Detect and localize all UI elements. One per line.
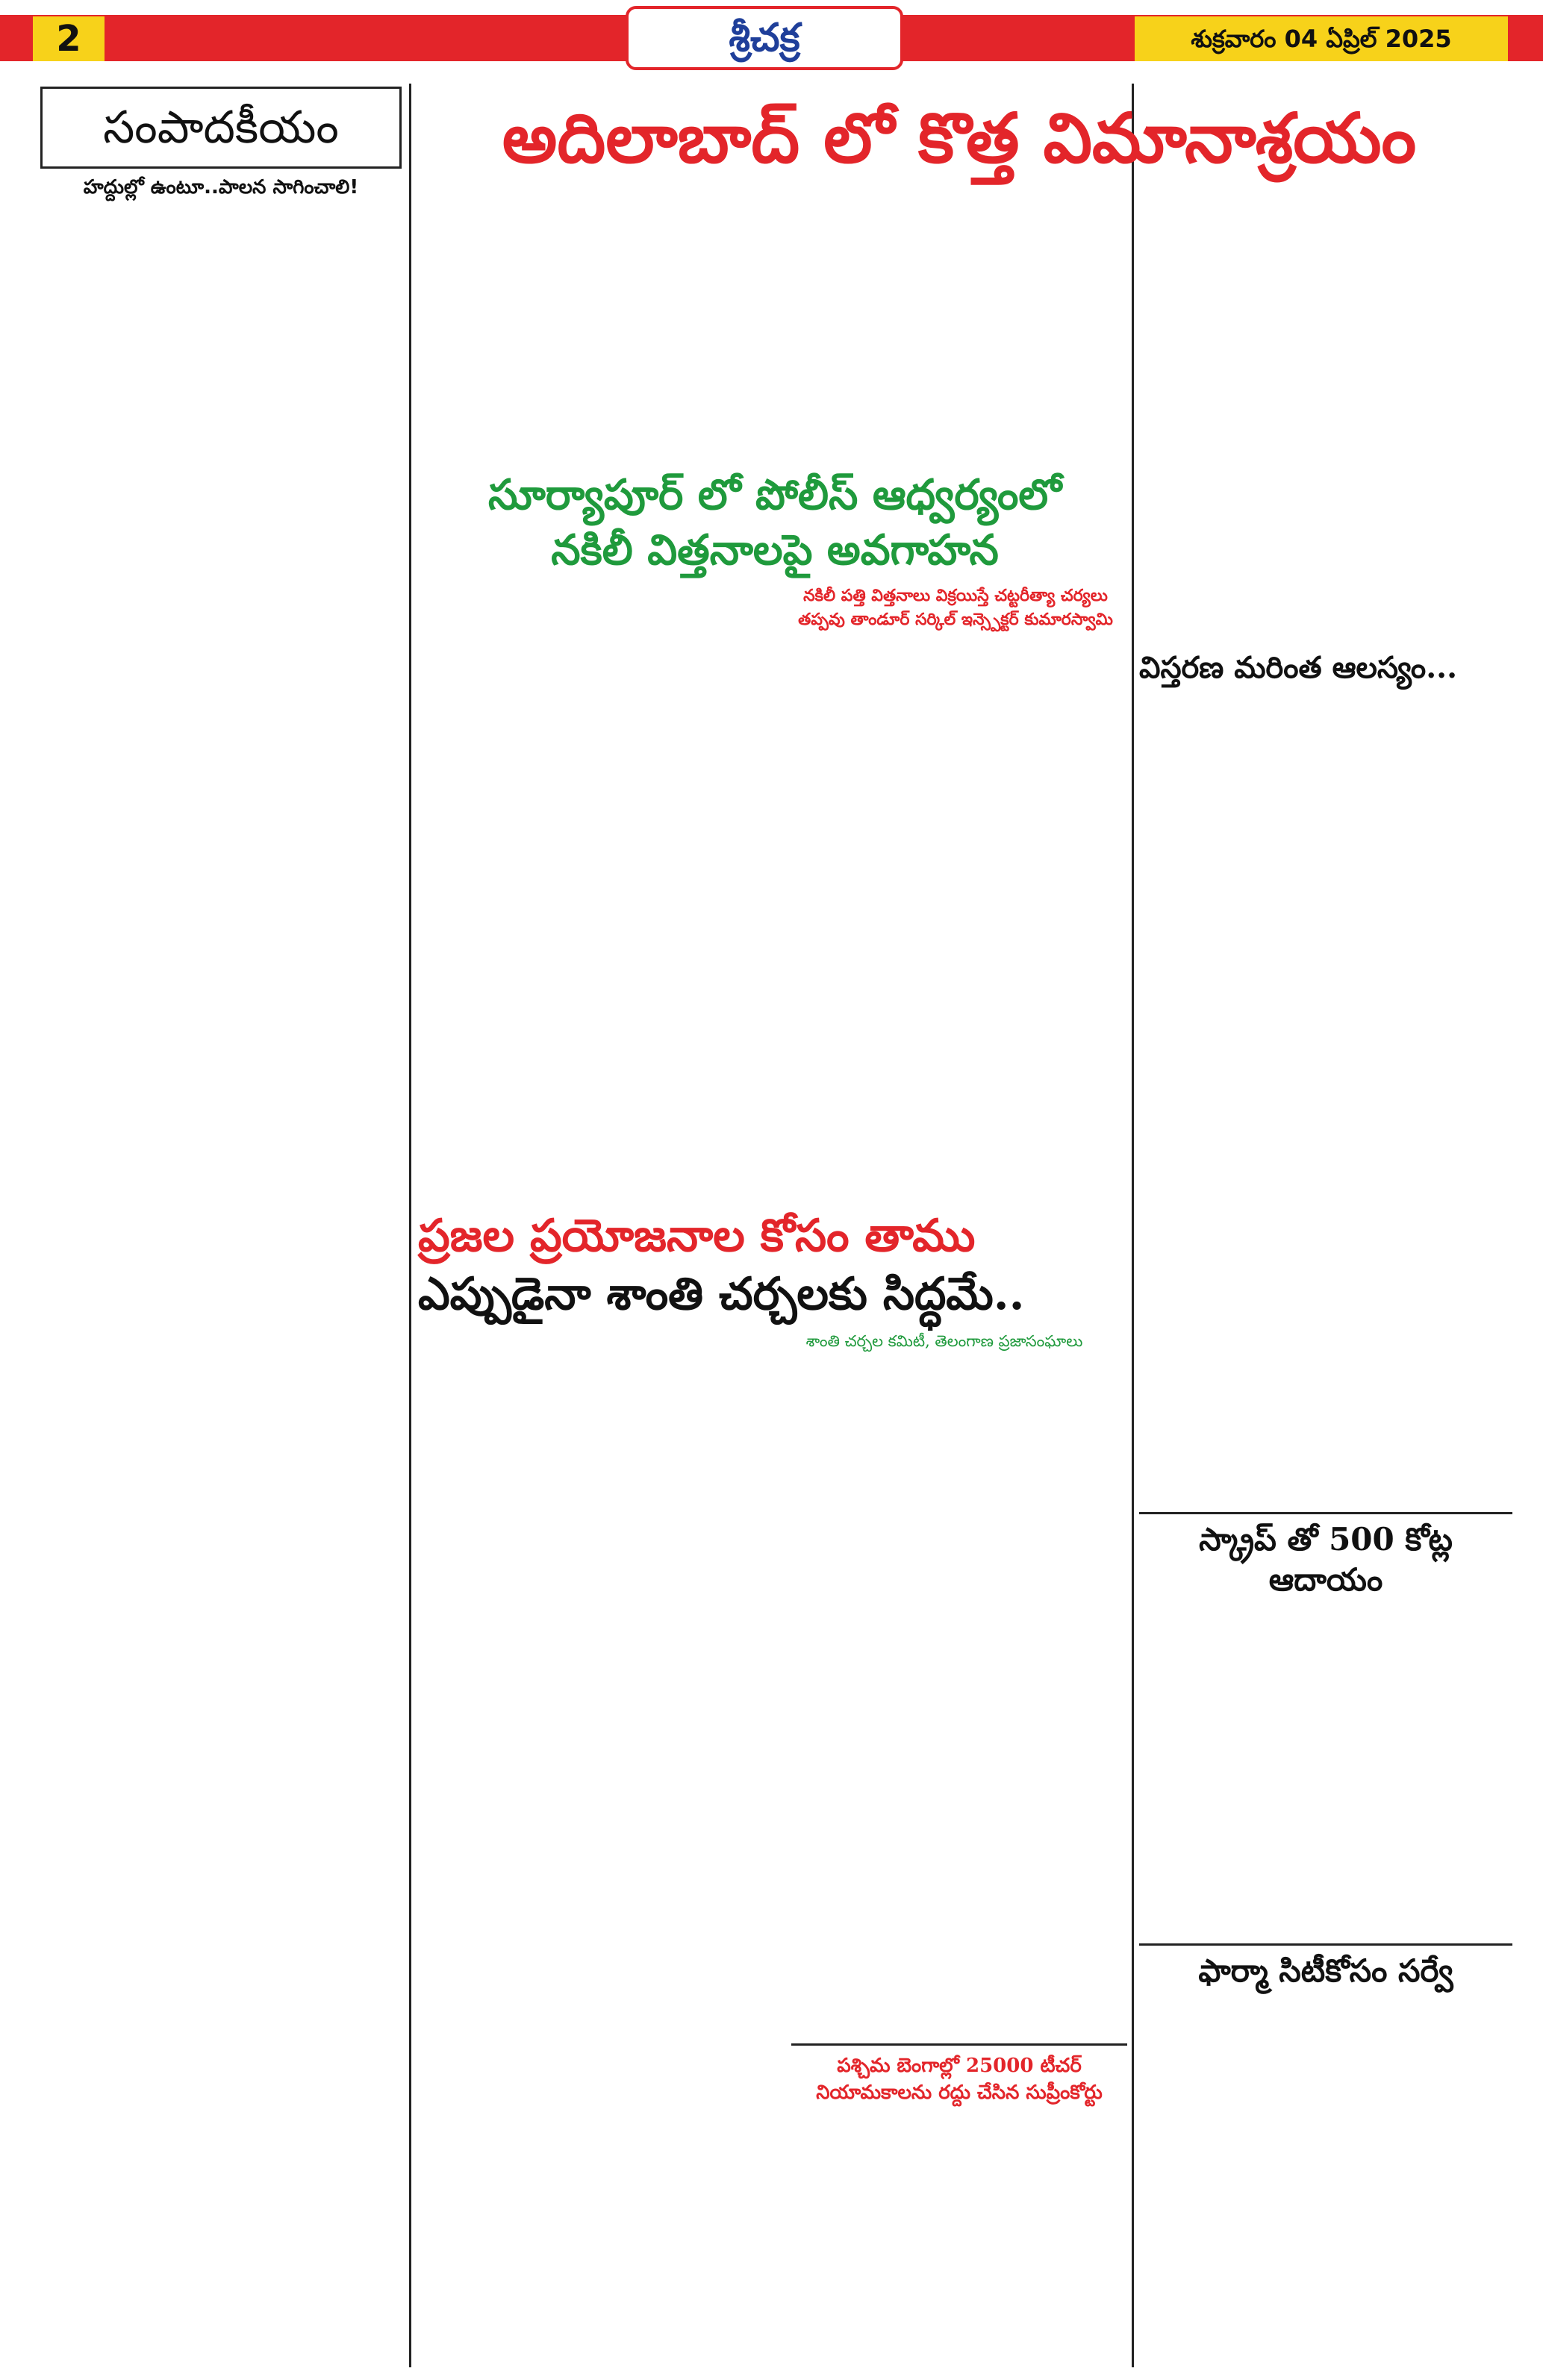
peace-story-headline-line2: ఎప్పుడైనా శాంతి చర్చలకు సిద్ధమే.. [418, 1268, 1025, 1320]
peace-story-headline-line1: ప్రజల ప్రయోజనాల కోసం తాము [418, 1210, 976, 1262]
editorial-headline: హద్దుల్లో ఉంటూ..పాలన సాగించాలి! [83, 176, 359, 199]
newspaper-logo: శ్రీచక్ర [626, 6, 903, 70]
lead-headline: అదిలాబాద్ లో కొత్త విమానాశ్రయం [502, 98, 1417, 178]
bengal-divider [791, 2043, 1127, 2046]
pharma-story-body [1139, 1996, 1512, 2366]
page-number: 2 [33, 16, 105, 61]
police-story-headline-line1: సూర్యాపూర్ లో పోలీస్ ఆధ్వర్యంలో [488, 470, 1062, 519]
issue-date: శుక్రవారం 04 ఏప్రిల్ 2025 [1135, 16, 1508, 61]
column-rule-right [1132, 84, 1134, 2367]
pharma-story-headline: ఫార్మా సిటీకోసం సర్వే [1198, 1952, 1453, 1989]
police-story-subhead: నకిలీ పత్తి విత్తనాలు విక్రయిస్తే చట్టరీత్యా చర్యలు తప్పవు తాండూర్ సర్కిల్ ఇన్స్పెక్టర్ కుమారస్వామి [798, 586, 1113, 629]
police-story-headline-line2: నకిలీ విత్తనాలపై అవగాహన [551, 525, 999, 575]
editorial-title-box [40, 87, 402, 169]
editorial-body [40, 206, 402, 2363]
editorial-section-title: సంపాదకీయం [103, 101, 339, 154]
column-rule-left [409, 84, 411, 2367]
bengal-story-headline: పశ్చిమ బెంగాల్లో 25000 టీచర్ నియామకాలను రద్దు చేసిన సుప్రీంకోర్టు [816, 2055, 1103, 2104]
scrap-story-headline: స్క్రాప్ తో 500 కోట్ల ఆదాయం [1199, 1521, 1453, 1598]
delay-story-body [1139, 694, 1512, 1508]
pharma-divider [1139, 1943, 1512, 1946]
police-story-body [418, 685, 1132, 1193]
delay-story-headline: విస్తరణ మరింత ఆలస్యం... [1139, 650, 1457, 685]
peace-story-subhead: శాంతి చర్చల కమిటీ, తెలంగాణ ప్రజాసంఘాలు [805, 1332, 1083, 1350]
masthead [0, 0, 1543, 78]
scrap-divider [1139, 1512, 1512, 1514]
scrap-story-body [1139, 1564, 1512, 1937]
lead-story-body [418, 185, 1132, 461]
bengal-story-body [791, 2112, 1127, 2366]
